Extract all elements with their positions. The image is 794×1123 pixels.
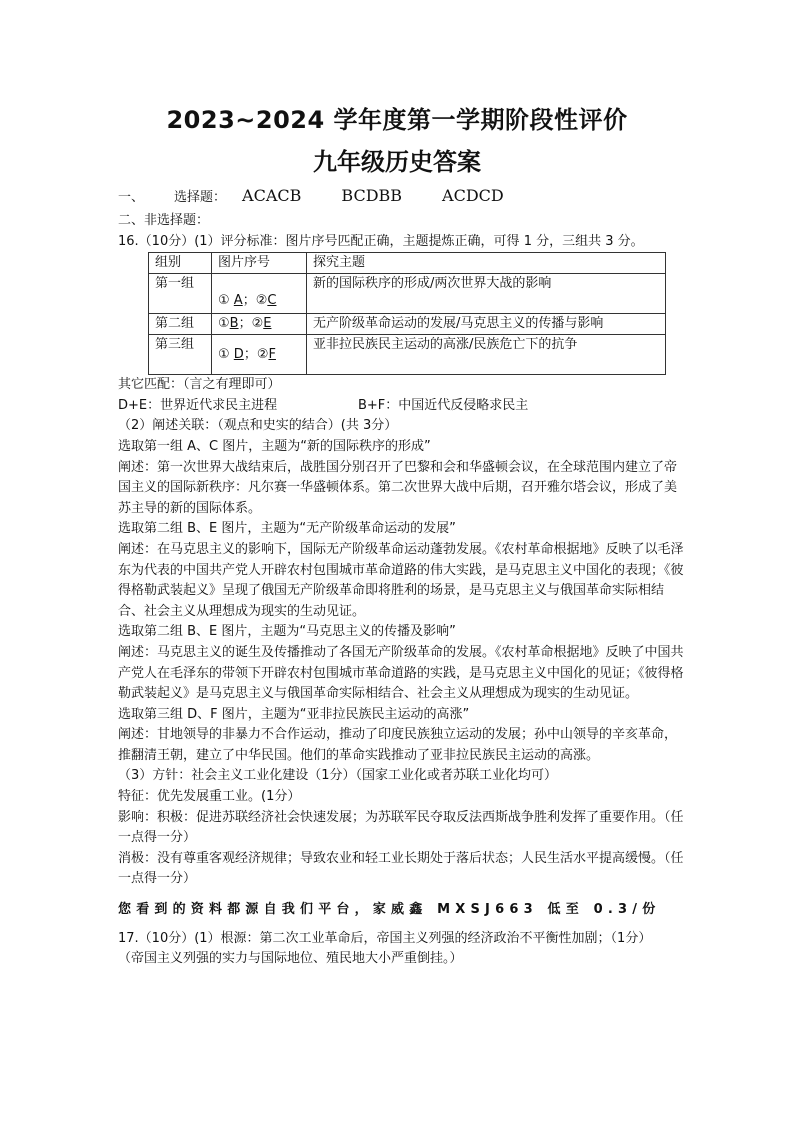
choice-group-2: BCDBB bbox=[341, 186, 403, 205]
row-pictures: ① A；②C bbox=[212, 274, 307, 314]
selection-3: 选取第二组 B、E 图片，主题为“马克思主义的传播及影响” bbox=[118, 624, 456, 640]
combo-de: D+E：世界近代求民主进程 bbox=[118, 397, 278, 413]
row-pictures: ①B；②E bbox=[212, 314, 307, 335]
part3-policy: （3）方针：社会主义工业化建设（1分）（国家工业化或者苏联工业化均可） bbox=[118, 768, 558, 784]
multiple-choice-answers bbox=[118, 183, 688, 209]
header-group: 组别 bbox=[149, 253, 212, 274]
row-theme: 无产阶级革命运动的发展/马克思主义的传播与影响 bbox=[307, 314, 666, 335]
header-theme: 探究主题 bbox=[307, 253, 666, 274]
selection-4: 选取第三组 D、F 图片，主题为“亚非拉民族民主运动的高涨” bbox=[118, 706, 470, 722]
row-group: 第二组 bbox=[149, 314, 212, 335]
part3-impact: 影响：积极：促进苏联经济社会快速发展；为苏联军民夺取反法西斯战争胜利发挥了重要作用。（任一点得一分） bbox=[118, 809, 684, 846]
part2-title: （2）阐述关联：（观点和史实的结合）(共 3分） bbox=[118, 418, 398, 434]
row-theme: 亚非拉民族民主运动的高涨/民族危亡下的抗争 bbox=[307, 335, 666, 375]
section1-prefix: 一、 bbox=[118, 190, 145, 205]
matching-table bbox=[148, 252, 666, 375]
explanation-4: 阐述：甘地领导的非暴力不合作运动，推动了印度民族独立运动的发展；孙中山领导的辛亥革命，推翻清王朝，建立了中华民国。他们的革命实践推动了亚非拉民族民主运动的高涨。 bbox=[118, 727, 678, 763]
part3-negative: 消极：没有尊重客观经济规律；导致农业和轻工业长期处于落后状态；人民生活水平提高缓慢。（任一点得一分） bbox=[118, 850, 684, 887]
combo-bf: B+F：中国近代反侵略求民主 bbox=[358, 397, 529, 413]
row-pictures: ① D；②F bbox=[212, 335, 307, 375]
section1-label: 选择题： bbox=[174, 190, 227, 205]
q16-intro: 16.（10分）(1）评分标准：图片序号匹配正确，主题提炼正确，可得 1 分，三组共 3 分。 bbox=[118, 233, 644, 249]
page-title: 2023~2024 学年度第一学期阶段性评价 bbox=[166, 106, 628, 134]
answer-content bbox=[118, 183, 688, 970]
table-row bbox=[149, 274, 666, 314]
choice-group-3: ACDCD bbox=[442, 186, 504, 205]
part3-feature: 特征：优先发展重工业。(1分） bbox=[118, 789, 301, 805]
selection-2: 选取第二组 B、E 图片，主题为“无产阶级革命运动的发展” bbox=[118, 521, 456, 537]
q17-note: （帝国主义列强的实力与国际地位、殖民地大小严重倒挂。） bbox=[118, 951, 463, 967]
section2-label: 二、非选择题： bbox=[118, 213, 210, 228]
q17-intro: 17.（10分）(1）根源：第二次工业革命后，帝国主义列强的经济政治不平衡性加剧；（1分） bbox=[118, 930, 652, 946]
combo-line bbox=[118, 396, 688, 417]
page-subtitle: 九年级历史答案 bbox=[313, 148, 481, 176]
other-match: 其它匹配：（言之有理即可） bbox=[118, 377, 281, 393]
table-header-row bbox=[149, 253, 666, 274]
table-row bbox=[149, 335, 666, 375]
selection-1: 选取第一组 A、C 图片，主题为“新的国际秩序的形成” bbox=[118, 438, 431, 454]
explanation-1: 阐述：第一次世界大战结束后，战胜国分别召开了巴黎和会和华盛顿会议，在全球范围内建立了帝国主义的国际新秩序：凡尔赛一华盛顿体系。第二次世界大战中后期，召开雅尔塔会议，形成了美苏主导的新的国际体系。 bbox=[118, 459, 678, 516]
row-theme: 新的国际秩序的形成/两次世界大战的影响 bbox=[307, 274, 666, 314]
notice-banner: 您看到的资料都源自我们平台，家威鑫 MXSJ663 低至 0.3/份 bbox=[118, 902, 661, 918]
explanation-3: 阐述：马克思主义的诞生及传播推动了各国无产阶级革命的发展。《农村革命根据地》反映了中国共产党人在毛泽东的带领下开辟农村包围城市革命道路的实践，是马克思主义中国化的见证；《彼得格勒武装起义》是马克思主义与俄国革命实际相结合、社会主义从理想成为现实的生动见证。 bbox=[118, 644, 684, 702]
table-row bbox=[149, 314, 666, 335]
header-pictures: 图片序号 bbox=[212, 253, 307, 274]
choice-group-1: ACACB bbox=[242, 186, 302, 205]
row-group: 第三组 bbox=[149, 335, 212, 375]
row-group: 第一组 bbox=[149, 274, 212, 314]
explanation-2: 阐述：在马克思主义的影响下，国际无产阶级革命运动蓬勃发展。《农村革命根据地》反映了以毛泽东为代表的中国共产党人开辟农村包围城市革命道路的伟大实践，是马克思主义中国化的表现；《彼得格勒武装起义》呈现了俄国无产阶级革命即将胜利的场景，是马克思主义与俄国革命实际相结合、社会主义从理想成为现实的生动见证。 bbox=[118, 541, 684, 619]
